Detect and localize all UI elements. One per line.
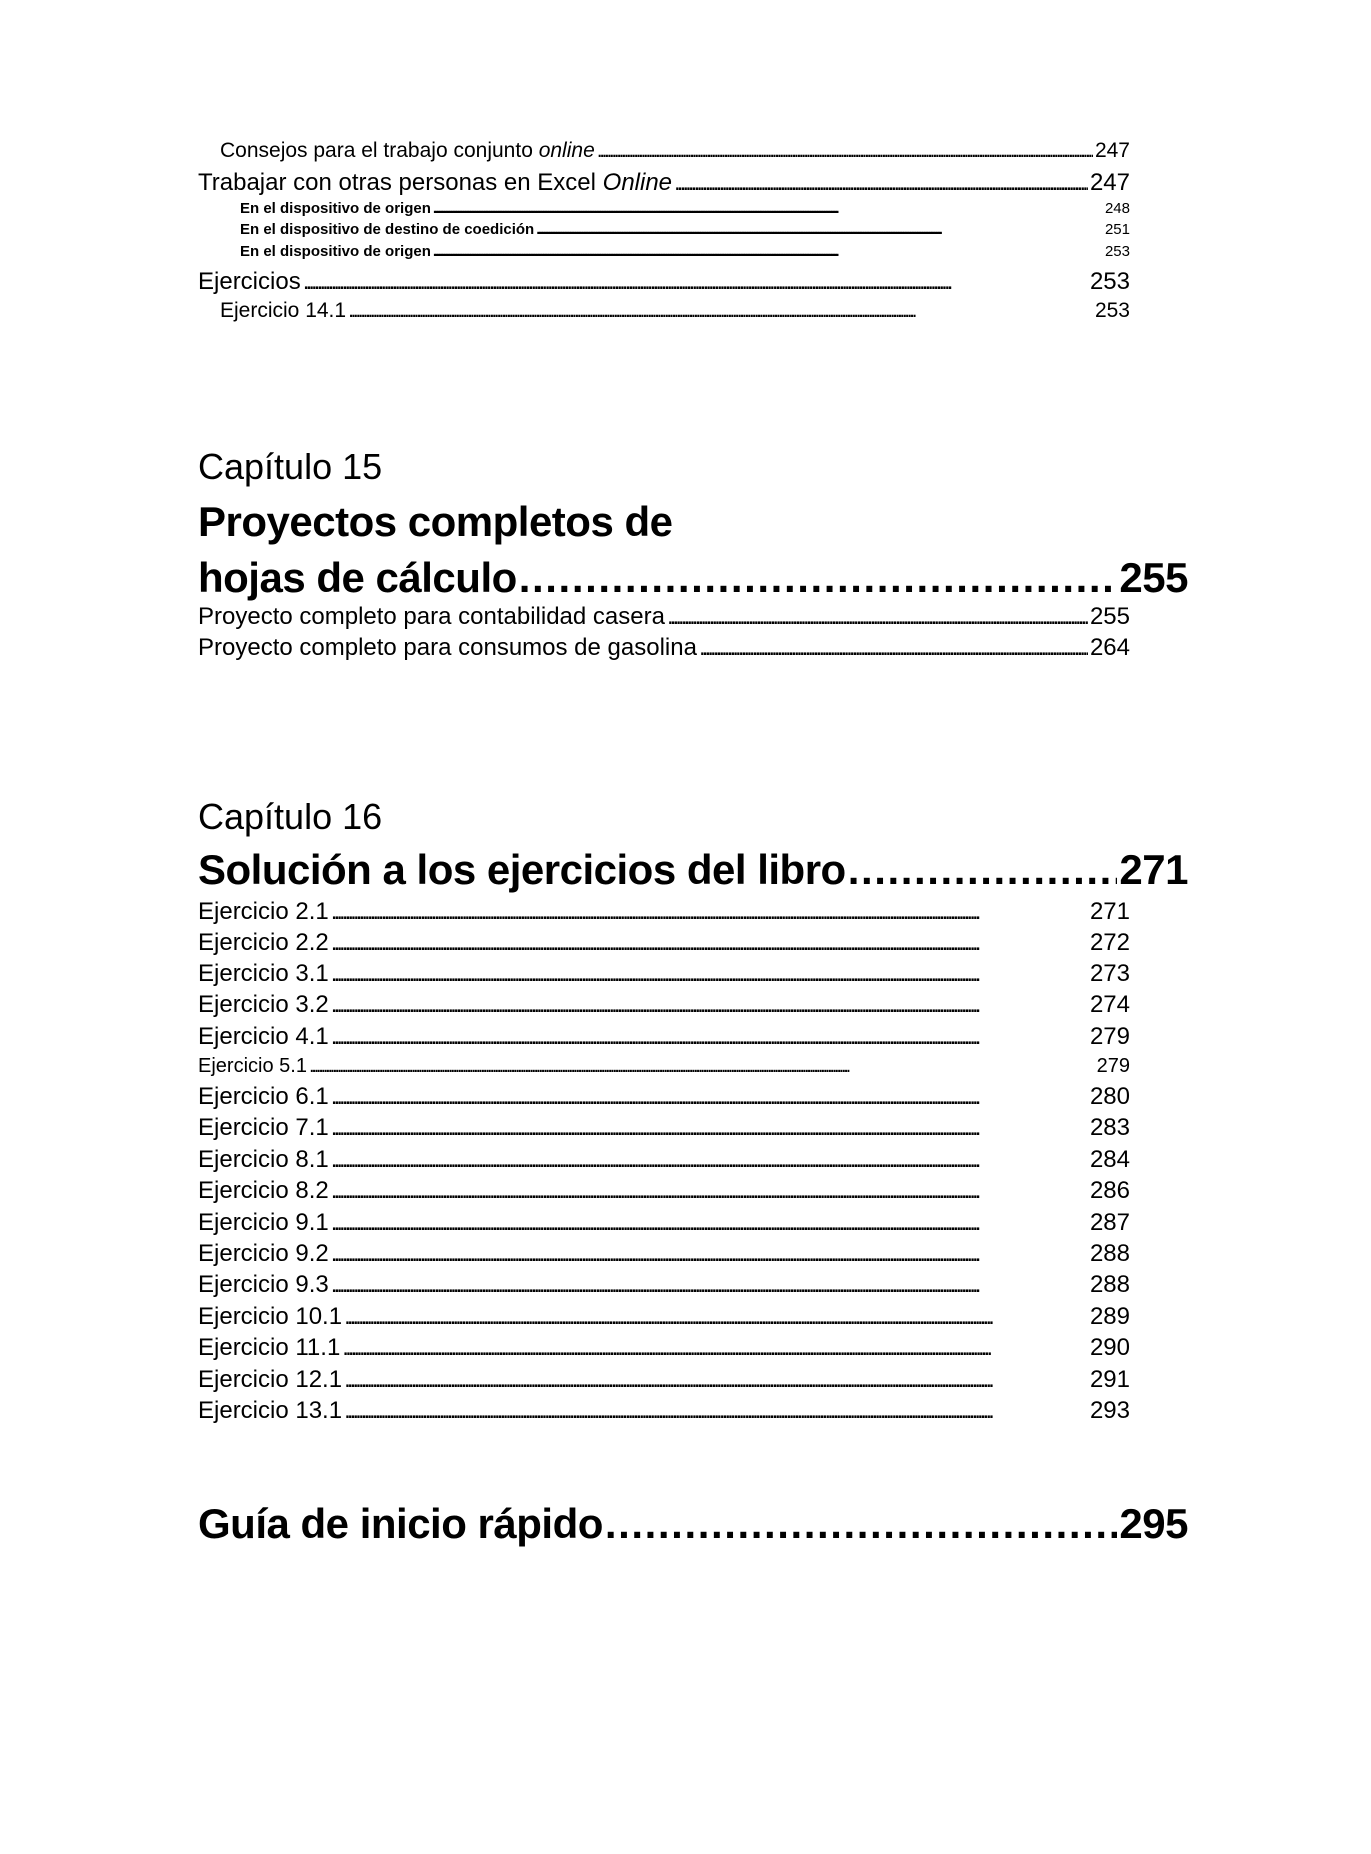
toc-entry-text: Ejercicio 9.1 bbox=[198, 1209, 329, 1236]
page-number: 271 bbox=[1089, 898, 1130, 925]
quick-guide-entry bbox=[198, 1500, 1188, 1548]
toc-entry-exercise bbox=[198, 1177, 1130, 1205]
toc-entry-exercise bbox=[198, 898, 1130, 926]
dot-leader bbox=[331, 1271, 1088, 1299]
page-number: 247 bbox=[1094, 139, 1130, 162]
dot-leader bbox=[848, 846, 1118, 894]
dot-leader bbox=[331, 898, 1088, 926]
toc-entry-text: Ejercicio 5.1 bbox=[198, 1055, 307, 1077]
toc-entry-exercise bbox=[198, 1397, 1130, 1425]
toc-entry-text: Ejercicio 14.1 bbox=[220, 299, 347, 322]
quick-guide-title: Guía de inicio rápido bbox=[198, 1500, 603, 1547]
toc-entry-trabajar bbox=[198, 169, 1130, 197]
toc-entry-text: Ejercicio 13.1 bbox=[198, 1397, 343, 1424]
toc-entry-exercise bbox=[198, 1114, 1130, 1142]
toc-entry-text: Ejercicios bbox=[198, 268, 301, 295]
page-number: 289 bbox=[1089, 1303, 1130, 1330]
dot-leader bbox=[605, 1500, 1118, 1548]
page-number: 291 bbox=[1089, 1366, 1130, 1393]
toc-entry-exercise bbox=[198, 1271, 1130, 1299]
page-number: 253 bbox=[1089, 268, 1130, 295]
toc-entry-exercise bbox=[198, 1334, 1130, 1362]
page-number: 273 bbox=[1089, 960, 1130, 987]
toc-entry-text: Ejercicio 11.1 bbox=[198, 1334, 341, 1361]
toc-entry-ejercicio-14-1 bbox=[220, 299, 1130, 323]
toc-entry-exercise bbox=[198, 1209, 1130, 1237]
dot-leader bbox=[331, 1146, 1088, 1174]
toc-entry-text: Ejercicio 2.2 bbox=[198, 929, 329, 956]
toc-entry-text: Proyecto completo para consumos de gasolina bbox=[198, 634, 697, 661]
toc-entry-proyecto-gasolina bbox=[198, 634, 1130, 662]
toc-entry-exercise bbox=[198, 1240, 1130, 1268]
toc-entry-exercise bbox=[198, 1366, 1130, 1394]
dot-leader bbox=[309, 1055, 1095, 1078]
dot-leader bbox=[331, 929, 1088, 957]
chapter-title bbox=[198, 846, 1188, 894]
toc-entry-exercise bbox=[198, 929, 1130, 957]
page-number: 283 bbox=[1089, 1114, 1130, 1141]
toc-entry-origen-1 bbox=[240, 200, 1130, 217]
chapter-page-number: 255 bbox=[1119, 554, 1188, 601]
toc-entry-text: En el dispositivo de origen bbox=[240, 200, 431, 217]
chapter-title-text: hojas de cálculo bbox=[198, 554, 517, 601]
dot-leader bbox=[536, 221, 1103, 238]
chapter-title-line2 bbox=[198, 554, 1188, 602]
page-number: 272 bbox=[1089, 929, 1130, 956]
page-number: 288 bbox=[1089, 1271, 1130, 1298]
toc-entry-consejos bbox=[220, 139, 1130, 163]
page-number: 288 bbox=[1089, 1240, 1130, 1267]
page-number: 280 bbox=[1089, 1083, 1130, 1110]
dot-leader bbox=[331, 1114, 1088, 1142]
chapter-title-line1: Proyectos completos de bbox=[198, 498, 673, 545]
toc-entry-text: Ejercicio 6.1 bbox=[198, 1083, 329, 1110]
page-number: 248 bbox=[1104, 200, 1130, 217]
dot-leader bbox=[433, 200, 1103, 217]
dot-leader bbox=[331, 1209, 1088, 1237]
page-number: 279 bbox=[1089, 1023, 1130, 1050]
chapter-number: Capítulo 15 bbox=[198, 446, 383, 487]
page-number: 287 bbox=[1089, 1209, 1130, 1236]
toc-entry-exercise bbox=[198, 1146, 1130, 1174]
toc-entry-text: Consejos para el trabajo conjunto online bbox=[220, 139, 595, 162]
toc-entry-text: Ejercicio 10.1 bbox=[198, 1303, 343, 1330]
page-number: 284 bbox=[1089, 1146, 1130, 1173]
toc-entry-text: Ejercicio 12.1 bbox=[198, 1366, 343, 1393]
dot-leader bbox=[331, 991, 1088, 1019]
dot-leader bbox=[342, 1334, 1088, 1362]
quick-guide-page-number: 295 bbox=[1119, 1500, 1188, 1547]
toc-entry-text: En el dispositivo de destino de coedición bbox=[240, 221, 535, 238]
dot-leader bbox=[667, 603, 1088, 631]
toc-entry-text: Trabajar con otras personas en Excel Online bbox=[198, 169, 673, 196]
toc-entry-text: Ejercicio 4.1 bbox=[198, 1023, 329, 1050]
dot-leader bbox=[699, 634, 1088, 662]
dot-leader bbox=[303, 268, 1088, 296]
toc-entry-text: Ejercicio 3.2 bbox=[198, 991, 329, 1018]
dot-leader bbox=[331, 1083, 1088, 1111]
toc-entry-exercise bbox=[198, 1303, 1130, 1331]
chapter-page-number: 271 bbox=[1119, 846, 1188, 893]
toc-entry-text: Ejercicio 3.1 bbox=[198, 960, 329, 987]
dot-leader bbox=[519, 554, 1118, 602]
dot-leader bbox=[331, 960, 1088, 988]
page-number: 253 bbox=[1104, 243, 1130, 260]
page-number: 251 bbox=[1104, 221, 1130, 238]
toc-entry-text: Ejercicio 9.2 bbox=[198, 1240, 329, 1267]
toc-entry-destino bbox=[240, 221, 1130, 238]
page-number: 290 bbox=[1089, 1334, 1130, 1361]
page-number: 279 bbox=[1096, 1055, 1130, 1077]
toc-entry-text: Ejercicio 7.1 bbox=[198, 1114, 329, 1141]
toc-entry-exercise bbox=[198, 1083, 1130, 1111]
toc-entry-proyecto-contabilidad bbox=[198, 603, 1130, 631]
dot-leader bbox=[344, 1397, 1088, 1425]
toc-entry-ejercicios bbox=[198, 268, 1130, 296]
dot-leader bbox=[597, 139, 1093, 163]
dot-leader bbox=[348, 299, 1093, 323]
toc-entry-text: En el dispositivo de origen bbox=[240, 243, 431, 260]
dot-leader bbox=[433, 243, 1103, 260]
toc-entry-exercise bbox=[198, 1055, 1130, 1078]
page-number: 293 bbox=[1089, 1397, 1130, 1424]
toc-entry-exercise bbox=[198, 991, 1130, 1019]
page-number: 255 bbox=[1089, 603, 1130, 630]
toc-entry-origen-2 bbox=[240, 243, 1130, 260]
toc-entry-text: Ejercicio 8.2 bbox=[198, 1177, 329, 1204]
toc-entry-exercise bbox=[198, 1023, 1130, 1051]
toc-entry-exercise bbox=[198, 960, 1130, 988]
dot-leader bbox=[674, 169, 1088, 197]
toc-entry-text: Proyecto completo para contabilidad casera bbox=[198, 603, 665, 630]
dot-leader bbox=[331, 1023, 1088, 1051]
toc-entry-text: Ejercicio 8.1 bbox=[198, 1146, 329, 1173]
page-number: 286 bbox=[1089, 1177, 1130, 1204]
dot-leader bbox=[344, 1366, 1088, 1394]
page-number: 274 bbox=[1089, 991, 1130, 1018]
dot-leader bbox=[331, 1240, 1088, 1268]
page-number: 247 bbox=[1089, 169, 1130, 196]
dot-leader bbox=[344, 1303, 1088, 1331]
page-number: 253 bbox=[1094, 299, 1130, 322]
dot-leader bbox=[331, 1177, 1088, 1205]
page-number: 264 bbox=[1089, 634, 1130, 661]
toc-entry-text: Ejercicio 9.3 bbox=[198, 1271, 329, 1298]
toc-entry-text: Ejercicio 2.1 bbox=[198, 898, 329, 925]
chapter-number: Capítulo 16 bbox=[198, 796, 383, 837]
chapter-title-text: Solución a los ejercicios del libro bbox=[198, 846, 846, 893]
